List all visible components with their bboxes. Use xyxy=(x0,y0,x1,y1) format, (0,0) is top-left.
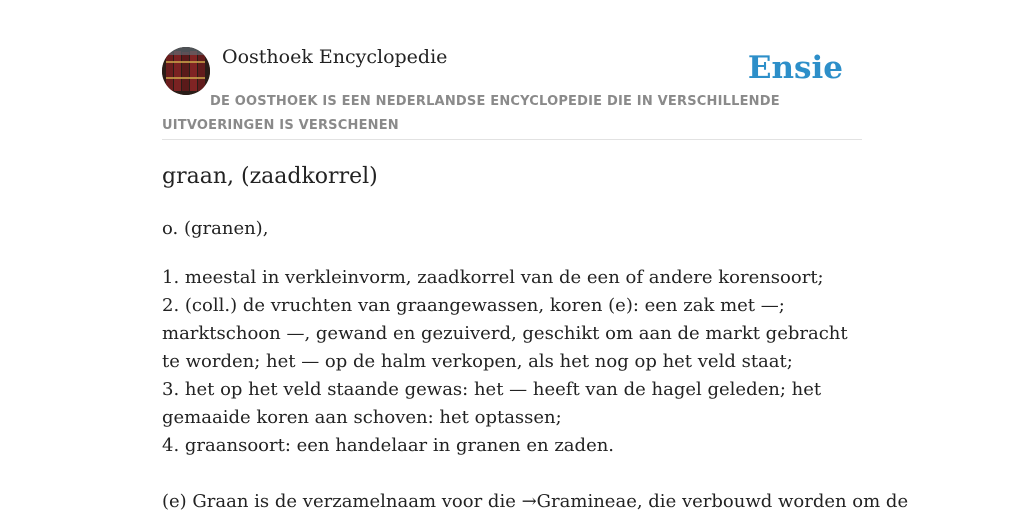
extra-text-suffix: , die verbouwd worden om de xyxy=(636,491,909,512)
sense-item: 4. graansoort: een handelaar in granen en zaden. xyxy=(162,435,615,456)
sense-item: 2. (coll.) de vruchten van graangewassen, koren (e): een zak met —; marktschoon —, gewand en gezuiverd, geschikt om aan de markt gebracht te worden; het — op de halm verkopen, als het nog op het veld staat; xyxy=(162,295,848,372)
brand-logo[interactable]: Ensie xyxy=(747,50,843,86)
sense-item: 3. het op het veld staande gewas: het — heeft van de hagel geleden; het gemaaide koren aan schoven: het optassen; xyxy=(162,379,822,428)
extra-text: (e) Graan is de verzamelnaam voor die xyxy=(162,491,522,512)
link-arrow-icon: → xyxy=(521,491,537,512)
sense-item: 1. meestal in verkleinvorm, zaadkorrel van de een of andere korensoort; xyxy=(162,267,824,288)
gramineae-link[interactable]: Gramineae xyxy=(536,491,637,512)
encyclopedia-books-icon xyxy=(162,47,210,95)
site-tagline: DE OOSTHOEK IS EEN NEDERLANDSE ENCYCLOPEDIE DIE IN VERSCHILLENDE UITVOERINGEN IS VERSCHENEN xyxy=(162,94,780,133)
entry-senses xyxy=(162,264,862,460)
site-name[interactable]: Oosthoek Encyclopedie xyxy=(222,46,448,68)
header-divider xyxy=(162,139,862,140)
entry-title: graan, (zaadkorrel) xyxy=(162,164,378,189)
site-avatar[interactable] xyxy=(162,47,210,95)
entry-grammar: o. (granen), xyxy=(162,218,269,239)
